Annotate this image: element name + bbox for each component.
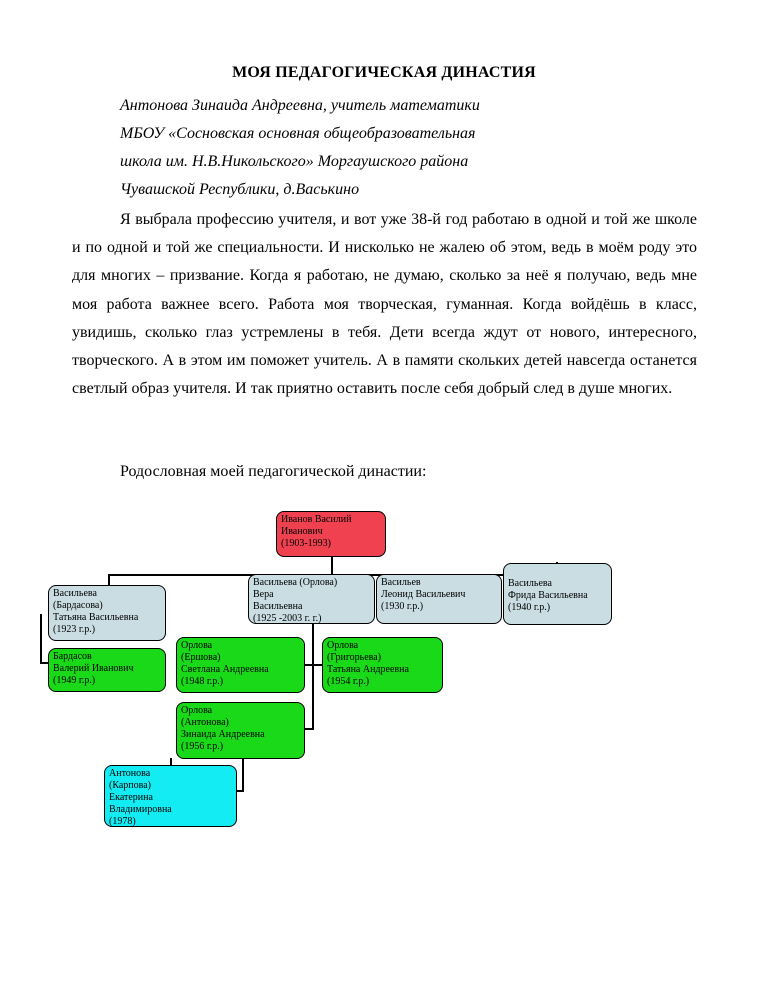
tree-node-vasilieva-vera [248, 574, 375, 624]
node-text: (1948 г.р.) [181, 676, 224, 687]
node-text: Татьяна Васильевна [53, 612, 139, 623]
connector-line [312, 624, 314, 730]
node-text: Светлана Андреевна [181, 664, 269, 675]
node-text: Орлова [181, 705, 213, 716]
author-line: Антонова Зинаида Андреевна, учитель математики [120, 97, 480, 114]
node-text: (Карпова) [109, 780, 152, 791]
node-text: Татьяна Андреевна [327, 664, 409, 675]
author-line: Чувашской Республики, д.Васькино [120, 181, 360, 198]
node-text: Васильева (Орлова) [253, 577, 338, 588]
node-text: Васильев [381, 577, 421, 588]
document-title: МОЯ ПЕДАГОГИЧЕСКАЯ ДИНАСТИЯ [232, 64, 536, 81]
node-text: Орлова [181, 640, 213, 651]
node-text: Васильевна [253, 601, 303, 612]
tree-node-bardasov-valery [48, 648, 166, 692]
tree-node-ivanov [276, 511, 386, 557]
connector-line [331, 556, 333, 576]
node-text: Антонова [109, 768, 151, 779]
node-text: (Ершова) [181, 652, 221, 663]
node-text: Вера [253, 589, 274, 600]
connector-line [242, 758, 244, 792]
tree-heading: Родословная моей педагогической династии: [120, 463, 427, 480]
node-text: (1956 г.р.) [181, 741, 224, 752]
node-text: Бардасов [53, 651, 92, 662]
node-text: Зинаида Андреевна [181, 729, 265, 740]
node-text: Иванович [281, 526, 323, 537]
tree-node-vasiliev-leonid [376, 574, 502, 624]
tree-node-vasilieva-tatiana [48, 585, 166, 641]
body-paragraph: Я выбрала профессию учителя, и вот уже 38-й год работаю в одной и той же школе и по одной и той же специальности. И нисколько не жалею об этом, ведь в моём роду это для многих – призвание. Когда я работаю, не думаю, сколько за неё я получаю, ведь мне моя работа важнее всего. Работа моя творческая, гуманная. Когда войдёшь в класс, увидишь, сколько глаз устремлены в тебя. Дети всегда ждут от нового, интересного, творческого. А в этом им поможет учитель. А в памяти скольких детей навсегда останется светлый образ учителя. И так приятно оставить после себя добрый след в душе многих. [72, 211, 697, 398]
node-text: (1954 г.р.) [327, 676, 370, 687]
node-text: Екатерина [109, 792, 153, 803]
tree-node-vasilieva-frida [503, 563, 612, 625]
node-text: (Бардасова) [53, 600, 103, 611]
node-text: (1903-1993) [281, 538, 331, 549]
node-text: (Григорьева) [327, 652, 382, 663]
node-text: Иванов Василий [281, 514, 352, 525]
node-text: Орлова [327, 640, 359, 651]
tree-node-antonova-ekaterina [104, 765, 237, 827]
connector-line [304, 728, 314, 730]
node-text: Леонид Васильевич [381, 589, 466, 600]
node-text: (1925 -2003 г. г.) [253, 613, 322, 624]
node-text: (1940 г.р.) [508, 602, 551, 613]
tree-node-orlova-svetlana [176, 637, 305, 693]
connector-line [40, 614, 42, 664]
node-text: Фрида Васильевна [508, 590, 588, 601]
node-text: (1978) [109, 816, 136, 827]
node-text: (1949 г.р.) [53, 675, 96, 686]
node-text: (1923 г.р.) [53, 624, 96, 635]
node-text: (1930 г.р.) [381, 601, 424, 612]
connector-line [304, 664, 324, 666]
author-line: МБОУ «Сосновская основная общеобразовательная [120, 125, 476, 142]
author-line: школа им. Н.В.Никольского» Моргаушского района [120, 153, 469, 170]
node-text: Васильева [53, 588, 97, 599]
node-text: (Антонова) [181, 717, 229, 728]
tree-node-orlova-zinaida [176, 702, 305, 759]
node-text: Владимировна [109, 804, 172, 815]
node-text: Васильева [508, 578, 552, 589]
node-text: Валерий Иванович [53, 663, 134, 674]
tree-node-orlova-tatiana [322, 637, 443, 693]
